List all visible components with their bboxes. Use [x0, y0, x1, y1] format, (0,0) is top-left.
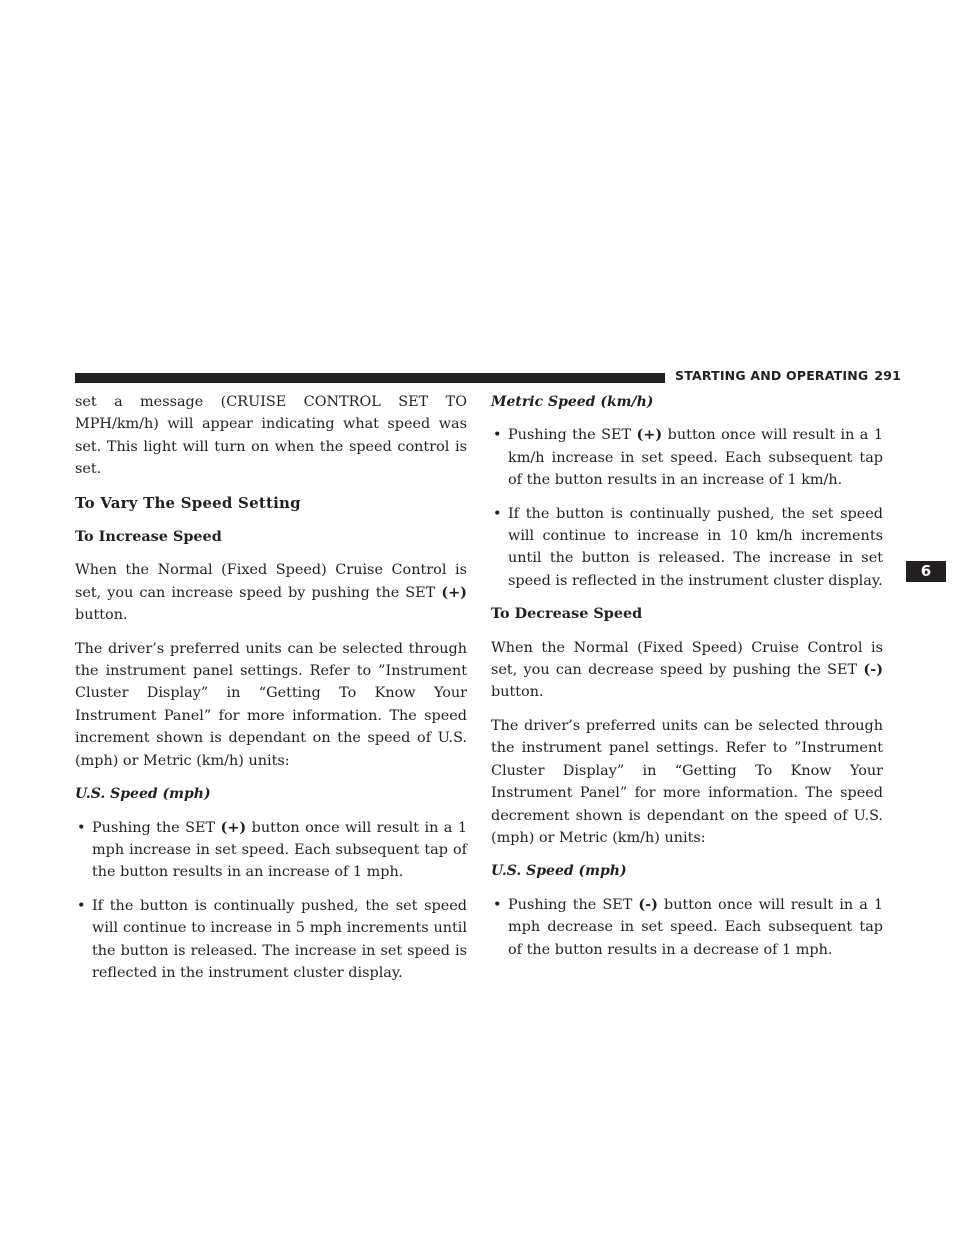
set-minus-label: (-)	[638, 895, 658, 913]
section-title: STARTING AND OPERATING	[675, 368, 869, 383]
set-plus-label: (+)	[220, 818, 247, 836]
list-item: • Pushing the SET (+) button once will result in a 1 km/h increase in set speed. Each subsequent tap of the button results in an increase of 1 km/h.	[493, 426, 883, 489]
subsection-heading: To Increase Speed	[75, 528, 222, 546]
bullet-icon: •	[493, 896, 502, 913]
units-heading: U.S. Speed (mph)	[75, 786, 211, 803]
list-item: • Pushing the SET (-) button once will result in a 1 mph decrease in set speed. Each subsequent tap of the button results in a decrease of 1 mph.	[493, 895, 883, 958]
header-rule	[75, 373, 665, 383]
set-plus-label: (+)	[636, 426, 663, 444]
chapter-tab: 6	[906, 561, 946, 582]
paragraph: The driver’s preferred units can be selected through the instrument panel settings. Refer to ”Instrument Cluster Display” in “Getting To Know Your Instrument Panel” for more information. The speed decrement shown is dependant on the speed of U.S. (mph) or Metric (km/h) units:	[491, 717, 883, 846]
paragraph: set a message (CRUISE CONTROL SET TO MPH/km/h) will appear indicating what speed was set. This light will turn on when the speed control is set.	[75, 394, 467, 478]
running-header	[675, 368, 901, 383]
paragraph: When the Normal (Fixed Speed) Cruise Control is set, you can decrease speed by pushing the SET (-) button.	[491, 639, 883, 701]
units-heading: U.S. Speed (mph)	[491, 863, 627, 880]
list-item: • If the button is continually pushed, the set speed will continue to increase in 10 km/h increments until the button is released. The increase in set speed is reflected in the instrument cluster display.	[491, 503, 883, 593]
paragraph: The driver’s preferred units can be selected through the instrument panel settings. Refer to ”Instrument Cluster Display” in “Getting To Know Your Instrument Panel” for more information. The speed increment shown is dependant on the speed of U.S. (mph) or Metric (km/h) units:	[75, 640, 467, 769]
page-number: 291	[874, 368, 902, 383]
subsection-heading: To Decrease Speed	[491, 605, 643, 623]
list-item: • If the button is continually pushed, the set speed will continue to increase in 5 mph increments until the button is released. The increase in set speed is reflected in the instrument cluster display.	[75, 895, 467, 985]
bullet-icon: •	[493, 505, 502, 522]
set-plus-label: (+)	[441, 583, 467, 601]
set-minus-label: (-)	[863, 661, 883, 679]
units-heading: Metric Speed (km/h)	[491, 394, 654, 410]
paragraph: When the Normal (Fixed Speed) Cruise Control is set, you can increase speed by pushing the SET (+) button.	[75, 562, 467, 624]
bullet-icon: •	[493, 427, 502, 444]
section-heading: To Vary The Speed Setting	[75, 493, 301, 512]
list-item: • Pushing the SET (+) button once will result in a 1 mph increase in set speed. Each subsequent tap of the button results in an increase of 1 mph.	[77, 818, 467, 881]
right-column	[491, 391, 883, 972]
left-column	[75, 391, 467, 995]
bullet-icon: •	[77, 897, 86, 914]
bullet-icon: •	[77, 819, 86, 836]
